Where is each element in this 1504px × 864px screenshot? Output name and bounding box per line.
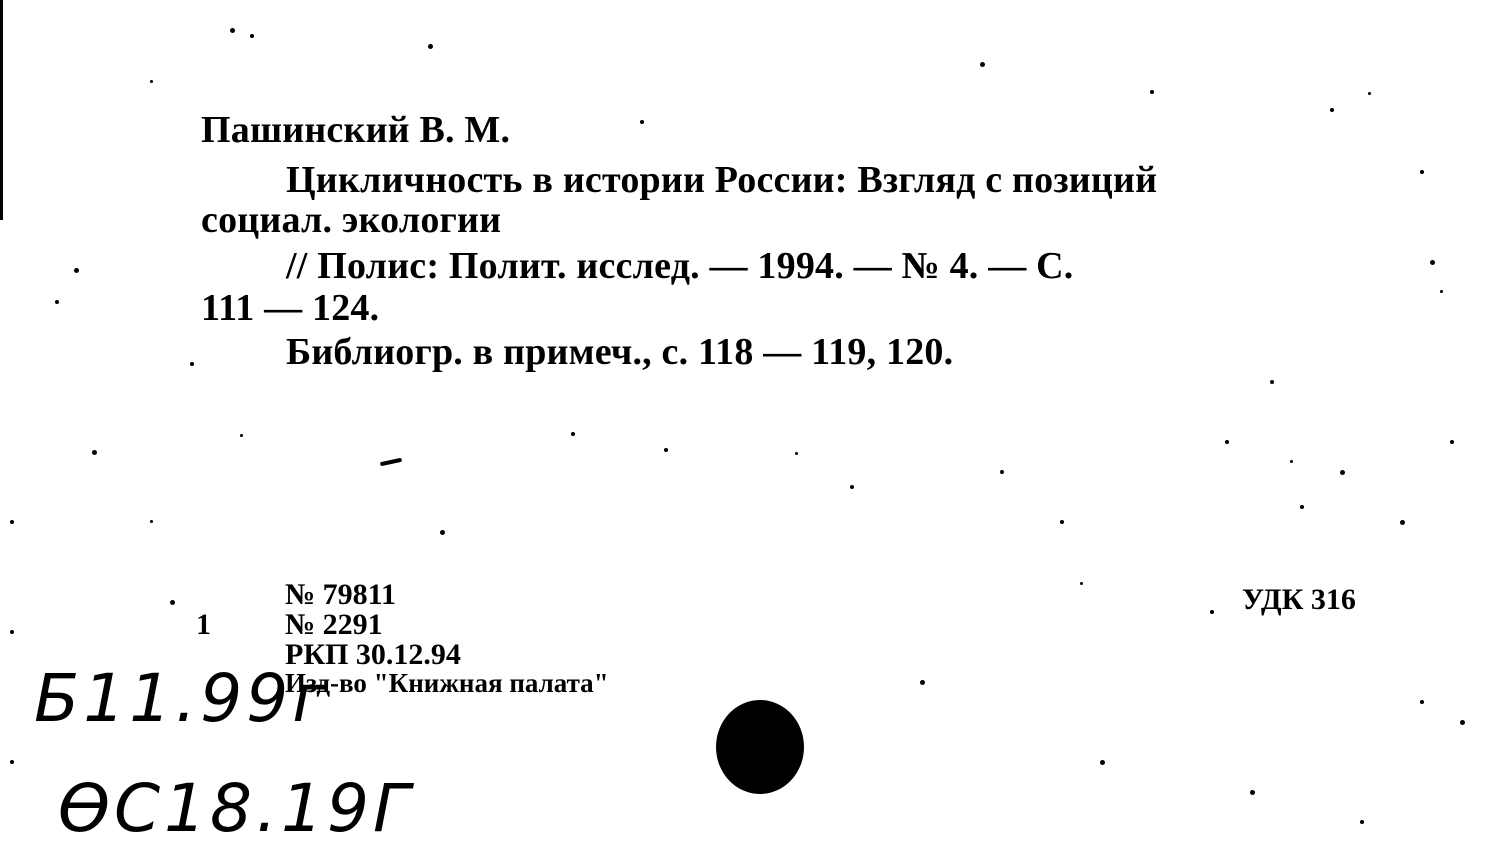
publisher: Изд-во "Книжная палата" xyxy=(285,668,609,698)
scan-speck xyxy=(250,34,254,38)
scan-speck xyxy=(1100,760,1105,765)
title-line-1: Цикличность в истории России: Взгляд с позиций xyxy=(286,159,1158,201)
scan-speck xyxy=(1368,92,1371,95)
scan-speck xyxy=(10,520,14,524)
scan-speck xyxy=(74,268,79,273)
scan-speck xyxy=(1150,90,1154,94)
card-number: № 79811 xyxy=(285,578,396,611)
handwritten-note-2: ӨС18.19Г xyxy=(58,770,414,847)
scan-dash xyxy=(380,458,402,466)
card-edge-line xyxy=(0,0,3,220)
scan-speck xyxy=(190,362,194,366)
scan-speck xyxy=(1360,820,1364,824)
scan-speck xyxy=(1340,470,1345,475)
scan-speck xyxy=(1000,470,1004,474)
scan-speck xyxy=(240,434,243,437)
scan-speck xyxy=(1290,460,1293,463)
scan-speck xyxy=(1400,520,1405,525)
scan-speck xyxy=(1440,290,1443,293)
title-line-2: социал. экологии xyxy=(201,199,502,241)
source-line-2: 111 — 124. xyxy=(201,287,380,329)
scan-speck xyxy=(150,520,153,523)
scan-speck xyxy=(440,530,445,535)
scan-speck xyxy=(1330,108,1334,112)
scan-speck xyxy=(795,452,798,455)
scan-speck xyxy=(1080,582,1083,585)
copy-number: 1 xyxy=(196,608,211,641)
bibliography-note: Библиогр. в примеч., с. 118 — 119, 120. xyxy=(286,331,954,373)
scan-speck xyxy=(1420,170,1424,174)
scan-speck xyxy=(1420,700,1424,704)
scan-speck xyxy=(150,80,153,83)
scan-speck xyxy=(1460,720,1465,725)
scan-speck xyxy=(664,448,668,452)
scan-speck xyxy=(980,62,985,67)
registry-date: РКП 30.12.94 xyxy=(285,638,461,671)
scan-speck xyxy=(640,120,644,124)
udc-code: УДК 316 xyxy=(1242,583,1356,616)
scan-speck xyxy=(1225,440,1229,444)
registry-number: № 2291 xyxy=(285,608,383,641)
scan-speck xyxy=(1210,610,1214,614)
scan-speck xyxy=(1450,440,1454,444)
scan-speck xyxy=(1060,520,1064,524)
source-line-1: // Полис: Полит. исслед. — 1994. — № 4. — С. xyxy=(286,245,1074,287)
scan-speck xyxy=(571,432,575,436)
scan-speck xyxy=(1250,790,1255,795)
scan-speck xyxy=(850,485,854,489)
scan-speck xyxy=(1430,260,1435,265)
handwritten-note-1: Б11.99г xyxy=(34,660,331,737)
scan-speck xyxy=(428,44,433,49)
punch-hole xyxy=(716,700,804,794)
scan-speck xyxy=(10,760,14,764)
scan-speck xyxy=(1300,505,1304,509)
author-heading: Пашинский В. М. xyxy=(201,109,511,151)
scan-speck xyxy=(1270,380,1274,384)
scan-speck xyxy=(10,630,14,634)
scan-speck xyxy=(170,600,175,605)
scan-speck xyxy=(230,28,235,33)
scan-speck xyxy=(92,450,97,455)
scan-speck xyxy=(920,680,925,685)
scan-speck xyxy=(55,300,59,304)
